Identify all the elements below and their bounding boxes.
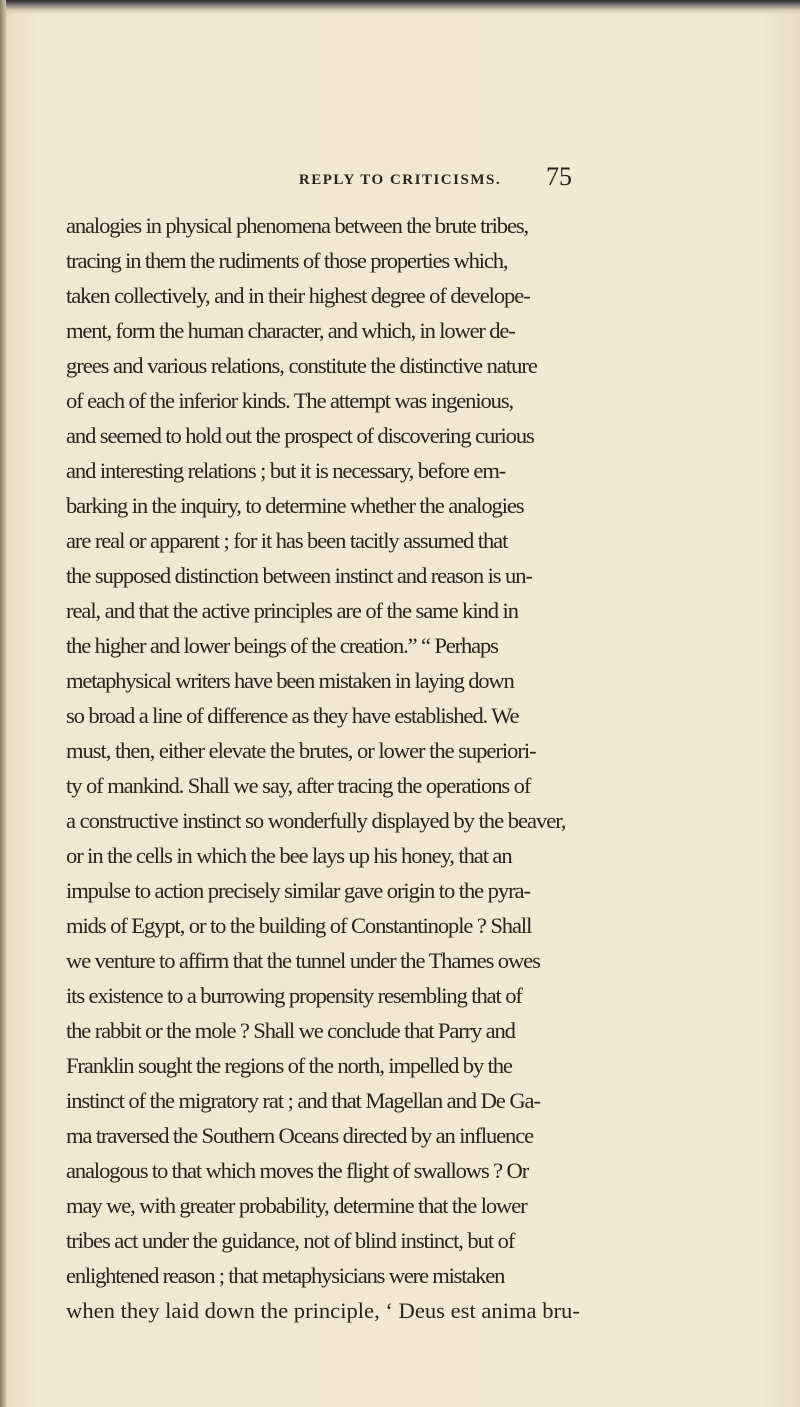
- text-line: the rabbit or the mole ? Shall we conclude that Parry and: [66, 1018, 515, 1043]
- page-top-edge: [0, 0, 800, 14]
- text-line: so broad a line of difference as they have established. We: [66, 703, 519, 728]
- text-line: analogies in physical phenomena between the brute tribes,: [66, 213, 529, 238]
- page-binding-edge: [0, 0, 6, 1407]
- text-line: and seemed to hold out the prospect of discovering curious: [66, 423, 534, 448]
- text-line: Franklin sought the regions of the north, impelled by the: [66, 1053, 512, 1078]
- text-line: may we, with greater probability, determine that the lower: [66, 1193, 527, 1218]
- text-line: we venture to affirm that the tunnel under the Thames owes: [66, 948, 540, 973]
- text-line: and interesting relations ; but it is necessary, before em-: [66, 458, 506, 483]
- page-header: [0, 162, 800, 192]
- text-line: real, and that the active principles are of the same kind in: [66, 598, 518, 623]
- text-line: mids of Egypt, or to the building of Constantinople ? Shall: [66, 913, 532, 938]
- text-line: when they laid down the principle, ‘ Deus est anima bru-: [66, 1298, 580, 1323]
- running-head: REPLY TO CRITICISMS.: [298, 172, 502, 188]
- text-line: a constructive instinct so wonderfully displayed by the beaver,: [66, 808, 566, 833]
- text-line: instinct of the migratory rat ; and that Magellan and De Ga-: [66, 1088, 540, 1113]
- text-line: enlightened reason ; that metaphysicians were mistaken: [66, 1263, 505, 1288]
- text-line: are real or apparent ; for it has been tacitly assumed that: [66, 528, 508, 553]
- text-line: must, then, either elevate the brutes, or lower the superiori-: [66, 738, 536, 763]
- text-line: the supposed distinction between instinct and reason is un-: [66, 563, 532, 588]
- text-line: the higher and lower beings of the creation.” “ Perhaps: [66, 633, 498, 658]
- text-line: its existence to a burrowing propensity resembling that of: [66, 983, 522, 1008]
- text-line: metaphysical writers have been mistaken in laying down: [66, 668, 514, 693]
- text-line: or in the cells in which the bee lays up his honey, that an: [66, 843, 512, 868]
- text-line: grees and various relations, constitute the distinctive nature: [66, 353, 537, 378]
- text-line: ty of mankind. Shall we say, after tracing the operations of: [66, 773, 531, 798]
- text-line: barking in the inquiry, to determine whether the analogies: [66, 493, 524, 518]
- text-line: taken collectively, and in their highest degree of develope-: [66, 283, 530, 308]
- text-line: tribes act under the guidance, not of blind instinct, but of: [66, 1228, 515, 1253]
- page-number: 75: [546, 162, 572, 191]
- text-line: of each of the inferior kinds. The attempt was ingenious,: [66, 388, 514, 413]
- text-line: analogous to that which moves the flight of swallows ? Or: [66, 1158, 529, 1183]
- text-line: tracing in them the rudiments of those properties which,: [66, 248, 508, 273]
- text-line: impulse to action precisely similar gave origin to the pyra-: [66, 878, 530, 903]
- text-line: ma traversed the Southern Oceans directed by an influence: [66, 1123, 533, 1148]
- body-text: [66, 208, 796, 1328]
- text-line: ment, form the human character, and which, in lower de-: [66, 318, 515, 343]
